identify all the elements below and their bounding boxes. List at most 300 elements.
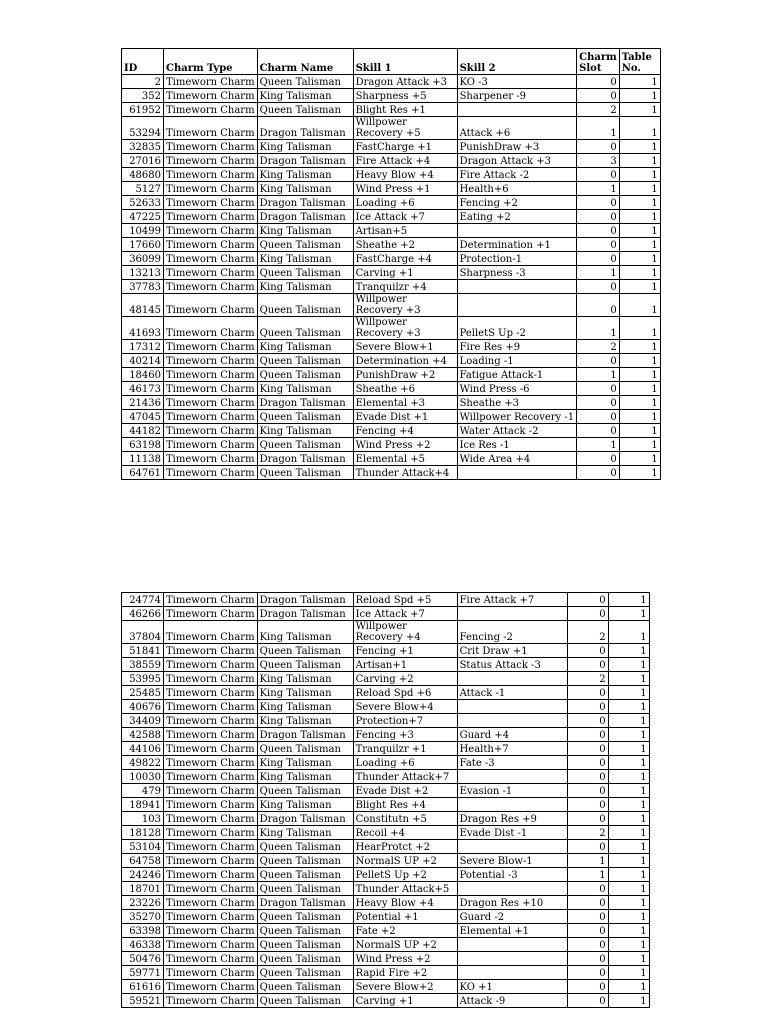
cell-table-no: 1 (619, 210, 660, 224)
cell-charm-slot: 1 (567, 868, 608, 882)
cell-skill-2: Fire Attack +7 (457, 593, 567, 607)
cell-skill-1: Heavy Blow +4 (353, 896, 457, 910)
cell-charm-name: King Talisman (257, 168, 353, 182)
cell-charm-type: Timeworn Charm (164, 396, 258, 410)
cell-skill-1: Fencing +3 (353, 728, 457, 742)
cell-skill-2: Determination +1 (457, 238, 577, 252)
table-row (122, 672, 650, 686)
cell-id: 11138 (122, 452, 164, 466)
cell-skill-2 (457, 714, 567, 728)
cell-charm-slot: 0 (577, 252, 620, 266)
cell-table-no: 1 (608, 770, 649, 784)
cell-charm-type: Timeworn Charm (164, 452, 258, 466)
cell-skill-1: Elemental +3 (353, 396, 457, 410)
cell-charm-type: Timeworn Charm (164, 658, 258, 672)
cell-charm-name: King Talisman (257, 700, 353, 714)
cell-charm-type: Timeworn Charm (164, 224, 258, 238)
cell-skill-2 (457, 294, 577, 317)
cell-charm-slot: 0 (567, 728, 608, 742)
cell-skill-2: Evade Dist -1 (457, 826, 567, 840)
cell-skill-1: Carving +1 (353, 266, 457, 280)
cell-id: 41693 (122, 317, 164, 340)
cell-skill-1: Thunder Attack+5 (353, 882, 457, 896)
cell-charm-slot: 0 (567, 924, 608, 938)
cell-skill-1: Severe Blow+2 (353, 980, 457, 994)
cell-skill-2: Sharpener -9 (457, 89, 577, 103)
cell-skill-2: Water Attack -2 (457, 424, 577, 438)
cell-charm-type: Timeworn Charm (164, 994, 258, 1008)
cell-charm-name: King Talisman (257, 770, 353, 784)
cell-skill-2: Fire Res +9 (457, 340, 577, 354)
cell-table-no: 1 (619, 438, 660, 452)
cell-table-no: 1 (608, 644, 649, 658)
cell-skill-1: Loading +6 (353, 756, 457, 770)
cell-charm-type: Timeworn Charm (164, 952, 258, 966)
cell-charm-name: King Talisman (257, 798, 353, 812)
cell-charm-slot: 1 (577, 368, 620, 382)
cell-charm-slot: 0 (567, 966, 608, 980)
cell-skill-2: Potential -3 (457, 868, 567, 882)
cell-charm-name: King Talisman (257, 672, 353, 686)
cell-skill-2: Fatigue Attack-1 (457, 368, 577, 382)
cell-skill-1: NormalS UP +2 (353, 854, 457, 868)
cell-table-no: 1 (619, 103, 660, 117)
cell-id: 18941 (122, 798, 164, 812)
cell-table-no: 1 (619, 452, 660, 466)
cell-charm-type: Timeworn Charm (164, 756, 258, 770)
cell-charm-name: Queen Talisman (257, 882, 353, 896)
table-row (122, 266, 661, 280)
cell-skill-2: Guard +4 (457, 728, 567, 742)
cell-skill-1: Reload Spd +5 (353, 593, 457, 607)
cell-skill-1: Dragon Attack +3 (353, 75, 457, 89)
cell-charm-type: Timeworn Charm (164, 382, 258, 396)
table-row (122, 210, 661, 224)
cell-charm-name: King Talisman (257, 382, 353, 396)
cell-charm-slot: 0 (577, 224, 620, 238)
cell-charm-type: Timeworn Charm (164, 340, 258, 354)
cell-skill-2: KO +1 (457, 980, 567, 994)
cell-charm-type: Timeworn Charm (164, 252, 258, 266)
cell-skill-2: Fate -3 (457, 756, 567, 770)
cell-table-no: 1 (619, 410, 660, 424)
cell-id: 34409 (122, 714, 164, 728)
table-row (122, 103, 661, 117)
cell-id: 36099 (122, 252, 164, 266)
cell-skill-1: Artisan+5 (353, 224, 457, 238)
cell-charm-name: King Talisman (257, 89, 353, 103)
cell-charm-name: Queen Talisman (257, 854, 353, 868)
table-row (122, 644, 650, 658)
cell-skill-2 (457, 466, 577, 480)
cell-id: 18460 (122, 368, 164, 382)
header-id: ID (122, 49, 164, 75)
cell-skill-2 (457, 607, 567, 621)
cell-id: 40214 (122, 354, 164, 368)
cell-skill-1: Elemental +5 (353, 452, 457, 466)
cell-charm-name: Queen Talisman (257, 266, 353, 280)
cell-skill-1: Fencing +4 (353, 424, 457, 438)
cell-charm-slot: 0 (567, 644, 608, 658)
header-table-no: Table No. (619, 49, 660, 75)
cell-id: 42588 (122, 728, 164, 742)
cell-id: 10030 (122, 770, 164, 784)
cell-charm-name: Queen Talisman (257, 742, 353, 756)
cell-charm-slot: 0 (577, 89, 620, 103)
cell-table-no: 1 (608, 784, 649, 798)
cell-charm-type: Timeworn Charm (164, 672, 258, 686)
table-row (122, 340, 661, 354)
table-row (122, 452, 661, 466)
cell-table-no: 1 (608, 607, 649, 621)
cell-id: 32835 (122, 140, 164, 154)
table-2-body (122, 593, 650, 1008)
table-row (122, 882, 650, 896)
cell-charm-name: Queen Talisman (257, 103, 353, 117)
cell-charm-slot: 0 (567, 840, 608, 854)
table-row (122, 994, 650, 1008)
table-row (122, 252, 661, 266)
table-row (122, 424, 661, 438)
cell-table-no: 1 (619, 252, 660, 266)
cell-charm-name: Queen Talisman (257, 317, 353, 340)
cell-charm-name: Queen Talisman (257, 294, 353, 317)
cell-id: 18701 (122, 882, 164, 896)
cell-skill-2: Willpower Recovery -1 (457, 410, 577, 424)
cell-table-no: 1 (608, 593, 649, 607)
cell-skill-1: Thunder Attack+4 (353, 466, 457, 480)
cell-table-no: 1 (619, 466, 660, 480)
table-1-body (122, 75, 661, 480)
cell-charm-slot: 1 (567, 854, 608, 868)
cell-table-no: 1 (608, 882, 649, 896)
table-row (122, 410, 661, 424)
charm-table-1 (121, 48, 661, 480)
cell-id: 61616 (122, 980, 164, 994)
cell-skill-1: Evade Dist +2 (353, 784, 457, 798)
cell-id: 51841 (122, 644, 164, 658)
cell-charm-slot: 0 (577, 382, 620, 396)
cell-skill-1: Potential +1 (353, 910, 457, 924)
cell-charm-slot: 0 (567, 798, 608, 812)
cell-skill-1: Sharpness +5 (353, 89, 457, 103)
cell-charm-name: King Talisman (257, 686, 353, 700)
cell-table-no: 1 (608, 952, 649, 966)
cell-table-no: 1 (608, 840, 649, 854)
cell-charm-slot: 0 (577, 196, 620, 210)
table-row (122, 910, 650, 924)
header-skill-1: Skill 1 (353, 49, 457, 75)
cell-charm-name: Queen Talisman (257, 966, 353, 980)
cell-skill-2: Ice Res -1 (457, 438, 577, 452)
cell-table-no: 1 (619, 89, 660, 103)
table-row (122, 812, 650, 826)
cell-charm-type: Timeworn Charm (164, 686, 258, 700)
cell-table-no: 1 (608, 910, 649, 924)
cell-id: 17312 (122, 340, 164, 354)
cell-table-no: 1 (619, 154, 660, 168)
cell-charm-slot: 0 (577, 424, 620, 438)
table-row (122, 756, 650, 770)
table-row (122, 396, 661, 410)
cell-id: 24246 (122, 868, 164, 882)
cell-charm-type: Timeworn Charm (164, 196, 258, 210)
table-row (122, 798, 650, 812)
cell-skill-2: KO -3 (457, 75, 577, 89)
table-row (122, 966, 650, 980)
cell-charm-slot: 0 (567, 700, 608, 714)
cell-charm-slot: 3 (577, 154, 620, 168)
cell-charm-slot: 0 (567, 607, 608, 621)
cell-table-no: 1 (608, 798, 649, 812)
cell-charm-slot: 0 (577, 168, 620, 182)
header-charm-type: Charm Type (164, 49, 258, 75)
table-row (122, 658, 650, 672)
cell-charm-name: Dragon Talisman (257, 396, 353, 410)
table-row (122, 89, 661, 103)
cell-skill-1: Fate +2 (353, 924, 457, 938)
cell-charm-name: Dragon Talisman (257, 593, 353, 607)
cell-charm-name: King Talisman (257, 826, 353, 840)
cell-charm-type: Timeworn Charm (164, 424, 258, 438)
header-charm-slot: Charm Slot (577, 49, 620, 75)
cell-charm-slot: 1 (577, 317, 620, 340)
cell-charm-name: Dragon Talisman (257, 607, 353, 621)
cell-charm-slot: 0 (577, 294, 620, 317)
cell-charm-name: Dragon Talisman (257, 196, 353, 210)
cell-charm-name: King Talisman (257, 714, 353, 728)
cell-charm-slot: 0 (567, 742, 608, 756)
cell-id: 352 (122, 89, 164, 103)
cell-charm-name: Queen Talisman (257, 952, 353, 966)
table-row (122, 784, 650, 798)
cell-charm-name: Queen Talisman (257, 924, 353, 938)
cell-charm-name: King Talisman (257, 280, 353, 294)
cell-charm-slot: 0 (567, 812, 608, 826)
cell-charm-slot: 0 (567, 770, 608, 784)
cell-charm-name: King Talisman (257, 621, 353, 644)
cell-charm-type: Timeworn Charm (164, 644, 258, 658)
cell-charm-slot: 0 (567, 593, 608, 607)
cell-id: 38559 (122, 658, 164, 672)
cell-charm-type: Timeworn Charm (164, 210, 258, 224)
cell-id: 37783 (122, 280, 164, 294)
cell-skill-2: Attack -1 (457, 686, 567, 700)
cell-table-no: 1 (619, 354, 660, 368)
cell-skill-2 (457, 798, 567, 812)
cell-charm-slot: 1 (577, 438, 620, 452)
cell-skill-2 (457, 840, 567, 854)
cell-skill-1: Blight Res +1 (353, 103, 457, 117)
cell-skill-1: Artisan+1 (353, 658, 457, 672)
cell-table-no: 1 (608, 756, 649, 770)
table-row (122, 280, 661, 294)
table-row (122, 700, 650, 714)
cell-charm-type: Timeworn Charm (164, 826, 258, 840)
cell-id: 53294 (122, 117, 164, 140)
cell-charm-slot: 0 (567, 784, 608, 798)
cell-charm-name: Queen Talisman (257, 354, 353, 368)
cell-id: 40676 (122, 700, 164, 714)
cell-charm-name: Queen Talisman (257, 75, 353, 89)
cell-skill-2: Fire Attack -2 (457, 168, 577, 182)
cell-charm-type: Timeworn Charm (164, 280, 258, 294)
cell-skill-2 (457, 770, 567, 784)
cell-table-no: 1 (608, 826, 649, 840)
cell-skill-1: Severe Blow+1 (353, 340, 457, 354)
table-row (122, 168, 661, 182)
cell-id: 479 (122, 784, 164, 798)
table-row (122, 294, 661, 317)
cell-charm-slot: 0 (567, 910, 608, 924)
cell-id: 103 (122, 812, 164, 826)
table-row (122, 621, 650, 644)
cell-id: 64758 (122, 854, 164, 868)
cell-charm-type: Timeworn Charm (164, 728, 258, 742)
cell-id: 44182 (122, 424, 164, 438)
cell-skill-1: Sheathe +6 (353, 382, 457, 396)
cell-id: 47045 (122, 410, 164, 424)
cell-skill-1: PelletS Up +2 (353, 868, 457, 882)
cell-charm-type: Timeworn Charm (164, 910, 258, 924)
cell-id: 18128 (122, 826, 164, 840)
cell-charm-type: Timeworn Charm (164, 438, 258, 452)
cell-id: 47225 (122, 210, 164, 224)
cell-charm-slot: 2 (577, 340, 620, 354)
table-row (122, 952, 650, 966)
cell-skill-1: Loading +6 (353, 196, 457, 210)
cell-table-no: 1 (608, 994, 649, 1008)
table-row (122, 854, 650, 868)
table-row (122, 317, 661, 340)
cell-charm-type: Timeworn Charm (164, 607, 258, 621)
cell-charm-type: Timeworn Charm (164, 714, 258, 728)
header-row (122, 49, 661, 75)
cell-table-no: 1 (619, 117, 660, 140)
cell-charm-slot: 0 (567, 938, 608, 952)
cell-charm-type: Timeworn Charm (164, 742, 258, 756)
cell-id: 59521 (122, 994, 164, 1008)
table-row (122, 980, 650, 994)
cell-charm-name: Queen Talisman (257, 368, 353, 382)
cell-charm-type: Timeworn Charm (164, 700, 258, 714)
cell-skill-1: Severe Blow+4 (353, 700, 457, 714)
cell-table-no: 1 (619, 280, 660, 294)
table-row (122, 75, 661, 89)
cell-id: 2 (122, 75, 164, 89)
table-row (122, 140, 661, 154)
cell-skill-1: FastCharge +1 (353, 140, 457, 154)
cell-charm-type: Timeworn Charm (164, 140, 258, 154)
cell-charm-slot: 0 (567, 714, 608, 728)
cell-charm-type: Timeworn Charm (164, 784, 258, 798)
cell-table-no: 1 (619, 140, 660, 154)
cell-skill-1: Wind Press +2 (353, 438, 457, 452)
cell-charm-slot: 0 (567, 952, 608, 966)
cell-table-no: 1 (619, 75, 660, 89)
cell-skill-2: Dragon Attack +3 (457, 154, 577, 168)
cell-skill-2: Eating +2 (457, 210, 577, 224)
cell-table-no: 1 (608, 896, 649, 910)
cell-skill-1: PunishDraw +2 (353, 368, 457, 382)
cell-skill-1: Thunder Attack+7 (353, 770, 457, 784)
cell-charm-type: Timeworn Charm (164, 980, 258, 994)
cell-skill-1: Carving +2 (353, 672, 457, 686)
cell-charm-name: Dragon Talisman (257, 117, 353, 140)
cell-skill-2 (457, 672, 567, 686)
cell-id: 35270 (122, 910, 164, 924)
cell-charm-name: Queen Talisman (257, 980, 353, 994)
cell-charm-type: Timeworn Charm (164, 317, 258, 340)
table-row (122, 382, 661, 396)
table-row (122, 438, 661, 452)
table-row (122, 938, 650, 952)
cell-skill-2: Attack +6 (457, 117, 577, 140)
cell-charm-type: Timeworn Charm (164, 924, 258, 938)
cell-table-no: 1 (619, 294, 660, 317)
cell-charm-slot: 2 (567, 826, 608, 840)
cell-table-no: 1 (619, 368, 660, 382)
cell-id: 53104 (122, 840, 164, 854)
cell-skill-1: Willpower Recovery +4 (353, 621, 457, 644)
cell-charm-type: Timeworn Charm (164, 75, 258, 89)
cell-charm-name: Queen Talisman (257, 658, 353, 672)
cell-charm-name: Queen Talisman (257, 466, 353, 480)
table-row (122, 742, 650, 756)
table-row (122, 770, 650, 784)
cell-charm-slot: 0 (567, 994, 608, 1008)
table-row (122, 607, 650, 621)
cell-charm-slot: 0 (577, 140, 620, 154)
cell-charm-type: Timeworn Charm (164, 182, 258, 196)
cell-id: 21436 (122, 396, 164, 410)
cell-table-no: 1 (608, 686, 649, 700)
cell-table-no: 1 (608, 658, 649, 672)
cell-charm-name: Queen Talisman (257, 910, 353, 924)
cell-skill-1: Willpower Recovery +5 (353, 117, 457, 140)
cell-charm-type: Timeworn Charm (164, 368, 258, 382)
cell-charm-name: Dragon Talisman (257, 154, 353, 168)
cell-table-no: 1 (608, 728, 649, 742)
cell-skill-2: Attack -9 (457, 994, 567, 1008)
table-row (122, 238, 661, 252)
cell-charm-name: King Talisman (257, 756, 353, 770)
cell-id: 46266 (122, 607, 164, 621)
cell-charm-name: King Talisman (257, 340, 353, 354)
cell-table-no: 1 (608, 924, 649, 938)
cell-id: 50476 (122, 952, 164, 966)
cell-table-no: 1 (608, 672, 649, 686)
cell-skill-1: Willpower Recovery +3 (353, 317, 457, 340)
cell-skill-2 (457, 224, 577, 238)
cell-skill-2: Crit Draw +1 (457, 644, 567, 658)
cell-table-no: 1 (619, 266, 660, 280)
cell-id: 59771 (122, 966, 164, 980)
cell-skill-2: Guard -2 (457, 910, 567, 924)
cell-skill-1: Tranquilzr +4 (353, 280, 457, 294)
cell-table-no: 1 (619, 317, 660, 340)
cell-table-no: 1 (608, 621, 649, 644)
cell-charm-name: Dragon Talisman (257, 210, 353, 224)
cell-charm-name: Dragon Talisman (257, 452, 353, 466)
cell-skill-1: HearProtct +2 (353, 840, 457, 854)
cell-skill-1: Sheathe +2 (353, 238, 457, 252)
cell-table-no: 1 (608, 700, 649, 714)
cell-charm-type: Timeworn Charm (164, 89, 258, 103)
cell-skill-2: Dragon Res +10 (457, 896, 567, 910)
cell-charm-name: Queen Talisman (257, 784, 353, 798)
cell-charm-slot: 0 (577, 238, 620, 252)
